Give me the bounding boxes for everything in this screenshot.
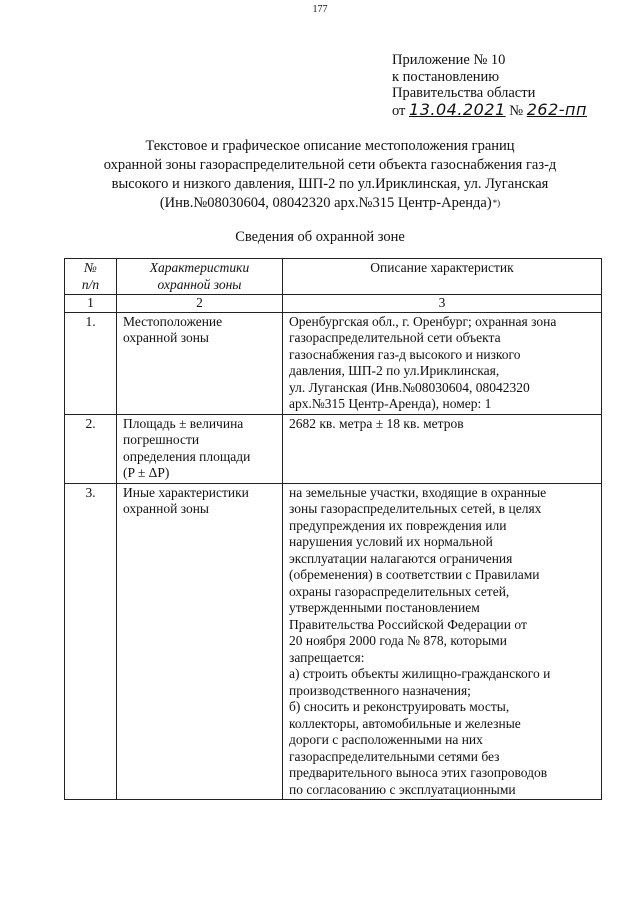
row-number: 2. [65, 414, 117, 483]
appendix-line-3: Правительства области [392, 85, 536, 101]
description-line: утвержденными постановлением [289, 600, 480, 615]
description-line: Оренбургская обл., г. Оренбург; охранная зона [289, 313, 557, 329]
characteristic-line: Местоположение [123, 313, 223, 329]
description-line: б) сносить и реконструировать мосты, [289, 699, 510, 714]
appendix-block [392, 52, 587, 119]
numbering-cell-3: 3 [283, 295, 602, 313]
row-characteristic [117, 312, 283, 414]
characteristic-line: охранной зоны [123, 330, 210, 345]
footnote-mark: *) [492, 198, 501, 208]
number-prefix: № [509, 102, 524, 119]
description-line: 2682 кв. метра ± 18 кв. метров [289, 415, 464, 431]
header-characteristic-line: охранной зоны [157, 276, 242, 292]
description-line: охраны газораспределительных сетей, [289, 583, 510, 599]
row-description [283, 414, 602, 483]
description-line: давления, ШП-2 по ул.Ириклинская, [289, 363, 500, 378]
row-number: 3. [65, 483, 117, 800]
row-characteristic [117, 414, 283, 483]
title-line-4-text: (Инв.№08030604, 08042320 арх.№315 Центр-Аренда) [159, 195, 492, 211]
title-line-2: охранной зоны газораспределительной сети объекта газоснабжения газ-д [103, 157, 557, 173]
description-line: 20 ноября 2000 года № 878, которыми [289, 633, 507, 648]
description-line: газораспределительной сети объекта [289, 330, 501, 345]
row-characteristic [117, 483, 283, 800]
header-characteristic-line: Характеристики [149, 260, 250, 275]
characteristic-line: охранной зоны [123, 501, 210, 516]
description-line: нарушения условий их нормальной [289, 534, 493, 549]
date-prefix: от [392, 102, 406, 119]
characteristic-line: Площадь ± величина [123, 415, 244, 431]
page-number: 177 [312, 4, 328, 15]
row-description [283, 312, 602, 414]
description-line: коллекторы, автомобильные и железные [289, 715, 521, 731]
handwritten-date: 13.04.2021 [409, 99, 506, 119]
header-number-line: № [84, 260, 97, 275]
table-row [65, 414, 602, 483]
characteristic-line: погрешности [123, 432, 200, 447]
characteristic-line: (P ± ΔP) [123, 465, 170, 480]
description-line: производственного назначения; [289, 682, 471, 698]
description-line: газоснабжения газ-д высокого и низкого [289, 346, 521, 362]
description-line: предупреждения их повреждения или [289, 517, 507, 533]
description-line: (обременения) в соответствии с Правилами [289, 567, 540, 582]
appendix-line-2: к постановлению [392, 68, 500, 85]
description-line: эксплуатации налагаются ограничения [289, 550, 513, 566]
header-col-characteristic [117, 259, 283, 295]
description-line: ул. Луганская (Инв.№08030604, 08042320 [289, 379, 530, 395]
header-col-description [283, 259, 602, 295]
description-line: а) строить объекты жилищно-гражданского и [289, 666, 551, 681]
document-title [60, 137, 600, 213]
header-number-line: п/п [81, 276, 100, 292]
description-line: по согласованию с эксплуатационными [289, 781, 516, 797]
handwritten-number: 262-пп [526, 99, 587, 119]
header-description-line: Описание характеристик [370, 260, 514, 275]
table-header-row [65, 259, 602, 295]
title-line-3: высокого и низкого давления, ШП-2 по ул.Ириклинская, ул. Луганская [111, 176, 549, 192]
description-line: дороги с расположенными на них [289, 732, 483, 747]
description-line: запрещается: [289, 649, 365, 665]
header-col-number [65, 259, 117, 295]
row-description [283, 483, 602, 800]
title-line-4 [60, 194, 600, 213]
title-line-1: Текстовое и графическое описание местоположения границ [145, 138, 515, 154]
zone-info-table [64, 258, 602, 800]
row-number: 1. [65, 312, 117, 414]
numbering-cell-1: 1 [65, 295, 117, 313]
appendix-date-line [392, 99, 587, 120]
numbering-cell-2: 2 [117, 295, 283, 313]
table-numbering-row [65, 295, 602, 313]
description-line: газораспределительными сетями без [289, 748, 500, 764]
table-row [65, 483, 602, 800]
description-line: предварительного выноса этих газопроводов [289, 765, 548, 780]
section-subtitle: Сведения об охранной зоне [235, 229, 405, 245]
table-row [65, 312, 602, 414]
description-line: на земельные участки, входящие в охранные [289, 484, 547, 500]
description-line: зоны газораспределительных сетей, в целях [289, 501, 542, 516]
appendix-line-1: Приложение № 10 [392, 52, 506, 68]
description-line: арх.№315 Центр-Аренда), номер: 1 [289, 396, 492, 411]
description-line: Правительства Российской Федерации от [289, 616, 527, 632]
characteristic-line: определения площади [123, 448, 251, 464]
characteristic-line: Иные характеристики [123, 484, 249, 500]
